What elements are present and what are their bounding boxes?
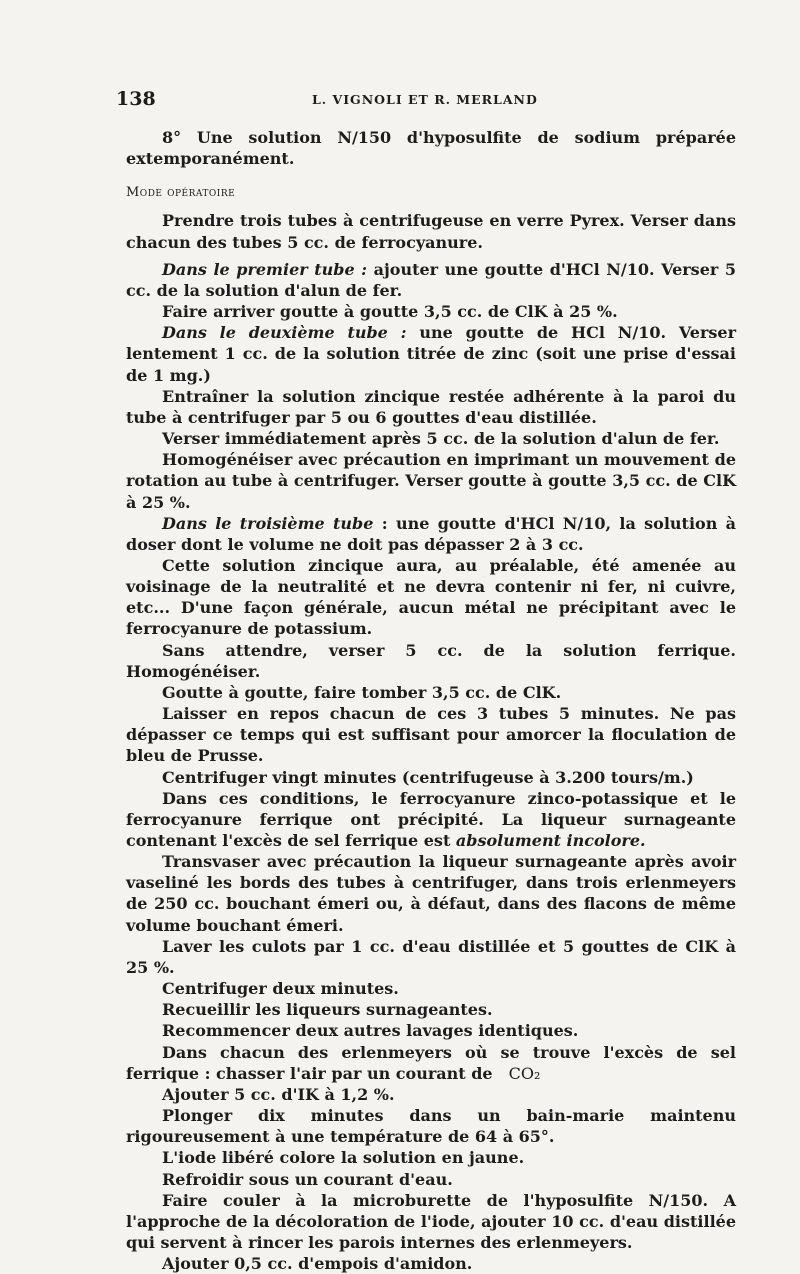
tube-1-text: ajouter une goutte d'HCl N/10. Verser 5 cc. de la solution d'alun de fer. bbox=[126, 259, 736, 300]
tube-3-text: : une goutte d'HCl N/10, la solution à doser dont le volume ne doit pas dépasser 2 à 3 cc. bbox=[126, 513, 737, 554]
section-title: Mode opératoire bbox=[126, 185, 236, 201]
co2-formula: CO₂ bbox=[508, 1063, 541, 1083]
paragraph-1: Prendre trois tubes à centrifugeuse en verre Pyrex. Verser dans chacun des tubes 5 cc. de ferrocyanure. bbox=[126, 211, 736, 252]
paragraph-6: Cette solution zincique aura, au préalable, été amenée au voisinage de la neutralité et ne devra contenir ni fer, ni cuivre, etc... D'une façon générale, aucun métal ne précipitant avec le ferrocyanure de potassium. bbox=[126, 555, 736, 639]
tube-2-paragraph bbox=[126, 322, 736, 385]
tube-1-paragraph bbox=[126, 259, 736, 301]
paragraph-4: Verser immédiatement après 5 cc. de la solution d'alun de fer. bbox=[162, 429, 720, 449]
paragraph-21: Refroidir sous un courant d'eau. bbox=[162, 1169, 453, 1189]
paragraph-8: Goutte à goutte, faire tomber 3,5 cc. de ClK. bbox=[162, 682, 562, 702]
paragraph-7: Sans attendre, verser 5 cc. de la solution ferrique. Homogénéiser. bbox=[126, 640, 736, 681]
page-header bbox=[116, 88, 734, 116]
page-body bbox=[126, 127, 736, 1274]
intro-paragraph: 8° Une solution N/150 d'hyposulfite de sodium préparée extemporanément. bbox=[126, 128, 736, 169]
paragraph-22: Faire couler à la microburette de l'hyposulfite N/150. A l'approche de la décoloration de l'iode, ajouter 10 cc. d'eau distillée qui servent à rincer les parois internes des erlenmeyers. bbox=[126, 1190, 736, 1252]
running-title: L. VIGNOLI ET R. MERLAND bbox=[312, 92, 538, 107]
paragraph-23: Ajouter 0,5 cc. d'empois d'amidon. bbox=[162, 1254, 473, 1274]
tube-2-text: une goutte de HCl N/10. Verser lentement 1 cc. de la solution titrée de zinc (soit une prise d'essai de 1 mg.) bbox=[126, 323, 737, 385]
paragraph-10: Centrifuger vingt minutes (centrifugeuse à 3.200 tours/m.) bbox=[162, 767, 694, 787]
paragraph-11-text: Dans ces conditions, le ferrocyanure zinco-potassique et le ferrocyanure ferrique ont précipité. La liqueur surnageante contenant l'excès de sel ferrique est bbox=[126, 788, 736, 850]
paragraph-20: L'iode libéré colore la solution en jaune. bbox=[162, 1148, 525, 1168]
paragraph-12: Transvaser avec précaution la liqueur surnageante après avoir vaseliné les bords des tubes à centrifuger, dans trois erlenmeyers de 250 cc. bouchant émeri ou, à défaut, dans des flacons de même volume bouchant émeri. bbox=[126, 852, 736, 935]
paragraph-19: Plonger dix minutes dans un bain-marie maintenu rigoureusement à une température de 64 à 65°. bbox=[126, 1106, 736, 1147]
paragraph-11 bbox=[126, 788, 736, 851]
paragraph-15: Recueillir les liqueurs surnageantes. bbox=[162, 1000, 493, 1020]
paragraph-13: Laver les culots par 1 cc. d'eau distillée et 5 gouttes de ClK à 25 %. bbox=[126, 936, 736, 977]
paragraph-9: Laisser en repos chacun de ces 3 tubes 5 minutes. Ne pas dépasser ce temps qui est suffisant pour amorcer la floculation de bleu de Prusse. bbox=[126, 704, 736, 766]
tube-3-paragraph bbox=[126, 513, 736, 555]
paragraph-5: Homogénéiser avec précaution en imprimant un mouvement de rotation au tube à centrifuger. Verser goutte à goutte 3,5 cc. de ClK à 25 %. bbox=[126, 450, 736, 512]
paragraph-3: Entraîner la solution zincique restée adhérente à la paroi du tube à centrifuger par 5 ou 6 gouttes d'eau distillée. bbox=[126, 386, 736, 427]
paragraph-16: Recommencer deux autres lavages identiques. bbox=[162, 1021, 579, 1041]
tube-1-label: Dans le premier tube : bbox=[162, 259, 368, 279]
paragraph-18: Ajouter 5 cc. d'IK à 1,2 %. bbox=[162, 1084, 395, 1104]
tube-3-label: Dans le troisième tube bbox=[162, 513, 374, 533]
tube-2-label: Dans le deuxième tube : bbox=[162, 323, 407, 343]
page-number: 138 bbox=[116, 88, 156, 110]
paragraph-2: Faire arriver goutte à goutte 3,5 cc. de ClK à 25 %. bbox=[162, 302, 618, 322]
paragraph-14: Centrifuger deux minutes. bbox=[162, 979, 399, 999]
paragraph-17-text: Dans chacun des erlenmeyers où se trouve l'excès de sel ferrique : chasser l'air par un courant de bbox=[126, 1042, 736, 1083]
paragraph-17 bbox=[126, 1042, 736, 1084]
paragraph-11-emphasis: absolument incolore. bbox=[455, 831, 646, 850]
